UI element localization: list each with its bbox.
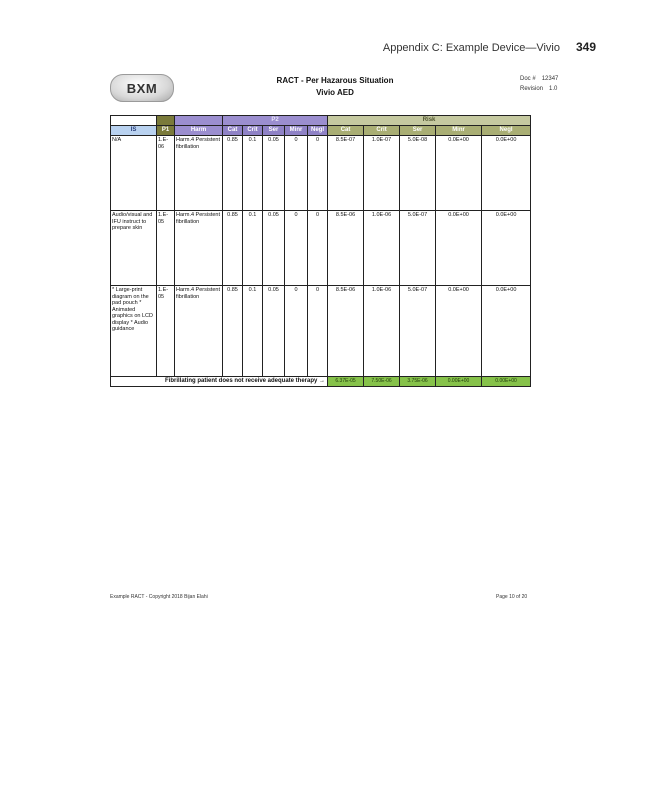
table-row — [111, 286, 531, 377]
running-head — [383, 40, 596, 54]
footer-page: Page 10 of 20 — [496, 594, 528, 600]
cell-risk-crit: 1.0E-06 — [364, 211, 400, 286]
col-header-is: IS — [111, 126, 157, 136]
cell-p2-minr: 0 — [285, 136, 308, 211]
cell-p2-negl: 0 — [308, 211, 328, 286]
cell-p2-ser: 0.05 — [263, 211, 285, 286]
cell-risk-ser: 5.0E-07 — [400, 286, 436, 377]
col-header-risk-minr: Minr — [436, 126, 482, 136]
doc-label: Doc # — [520, 76, 536, 82]
cell-harm: Harm.4 Persistent fibrillation — [175, 211, 223, 286]
logo-text: BXM — [126, 80, 158, 96]
p2-group-header: P2 — [223, 116, 328, 126]
table-row — [111, 136, 531, 211]
col-header-risk-negl: Negl — [482, 126, 531, 136]
cell-risk-negl: 0.0E+00 — [482, 136, 531, 211]
cell-risk-minr: 0.0E+00 — [436, 136, 482, 211]
cell-risk-crit: 1.0E-07 — [364, 136, 400, 211]
cell-risk-cat: 8.5E-07 — [328, 136, 364, 211]
total-risk-minr: 0.00E+00 — [436, 377, 482, 387]
group-header-row — [111, 116, 531, 126]
cell-risk-ser: 5.0E-07 — [400, 211, 436, 286]
cell-is: N/A — [111, 136, 157, 211]
revision-value: 1.0 — [549, 86, 558, 92]
title-line-2: Vivio AED — [316, 88, 354, 97]
total-risk-negl: 0.00E+00 — [482, 377, 531, 387]
col-header-risk-cat: Cat — [328, 126, 364, 136]
cell-risk-minr: 0.0E+00 — [436, 286, 482, 377]
cell-risk-negl: 0.0E+00 — [482, 286, 531, 377]
total-risk-cat: 6.37E-05 — [328, 377, 364, 387]
page-number: 349 — [575, 40, 596, 54]
cell-p2-negl: 0 — [308, 286, 328, 377]
cell-p2-cat: 0.85 — [223, 211, 243, 286]
cell-harm: Harm.4 Persistent fibrillation — [175, 286, 223, 377]
cell-risk-ser: 5.0E-08 — [400, 136, 436, 211]
cell-p2-crit: 0.1 — [243, 211, 263, 286]
col-header-p2-minr: Minr — [285, 126, 308, 136]
ract-table — [110, 115, 531, 387]
cell-p2-minr: 0 — [285, 211, 308, 286]
cell-is: * Large-print diagram on the pad pouch * Animated graphics on LCD display * Audio guidance — [111, 286, 157, 377]
cell-p1: 1.E-05 — [157, 211, 175, 286]
cell-p2-cat: 0.85 — [223, 286, 243, 377]
cell-p2-crit: 0.1 — [243, 136, 263, 211]
cell-p2-cat: 0.85 — [223, 136, 243, 211]
col-header-p1: P1 — [157, 126, 175, 136]
col-header-p2-cat: Cat — [223, 126, 243, 136]
col-header-p2-ser: Ser — [263, 126, 285, 136]
col-header-risk-ser: Ser — [400, 126, 436, 136]
col-header-harm: Harm — [175, 126, 223, 136]
cell-p2-ser: 0.05 — [263, 136, 285, 211]
footer-copyright: Example RACT - Copyright 2018 Bijan Elahi — [110, 594, 208, 600]
revision-label: Revision — [520, 86, 544, 92]
cell-p2-minr: 0 — [285, 286, 308, 377]
bxm-logo — [110, 74, 174, 102]
document-title — [240, 75, 430, 99]
col-header-p2-crit: Crit — [243, 126, 263, 136]
total-risk-crit: 7.50E-06 — [364, 377, 400, 387]
blank-header-cell — [157, 116, 175, 126]
blank-header-cell — [111, 116, 157, 126]
cell-harm: Harm.4 Persistent fibrillation — [175, 136, 223, 211]
column-header-row — [111, 126, 531, 136]
blank-header-cell — [175, 116, 223, 126]
title-line-1: RACT - Per Hazarous Situation — [276, 76, 394, 85]
col-header-p2-negl: Negl — [308, 126, 328, 136]
table-row — [111, 211, 531, 286]
cell-p2-crit: 0.1 — [243, 286, 263, 377]
running-head-title: Appendix C: Example Device—Vivio — [382, 42, 560, 54]
cell-p2-negl: 0 — [308, 136, 328, 211]
cell-risk-cat: 8.5E-06 — [328, 211, 364, 286]
doc-info — [520, 74, 558, 94]
risk-group-header: Risk — [328, 116, 531, 126]
total-risk-ser: 3.75E-06 — [400, 377, 436, 387]
total-row — [111, 377, 531, 387]
cell-risk-minr: 0.0E+00 — [436, 211, 482, 286]
doc-value: 12347 — [541, 76, 559, 82]
cell-p2-ser: 0.05 — [263, 286, 285, 377]
cell-risk-negl: 0.0E+00 — [482, 211, 531, 286]
total-label: Fibrillating patient does not receive adequate therapy → — [111, 377, 328, 387]
col-header-risk-crit: Crit — [364, 126, 400, 136]
cell-is: Audio/visual and IFU instruct to prepare skin — [111, 211, 157, 286]
cell-p1: 1.E-05 — [157, 286, 175, 377]
cell-risk-cat: 8.5E-06 — [328, 286, 364, 377]
cell-risk-crit: 1.0E-06 — [364, 286, 400, 377]
cell-p1: 1.E-06 — [157, 136, 175, 211]
